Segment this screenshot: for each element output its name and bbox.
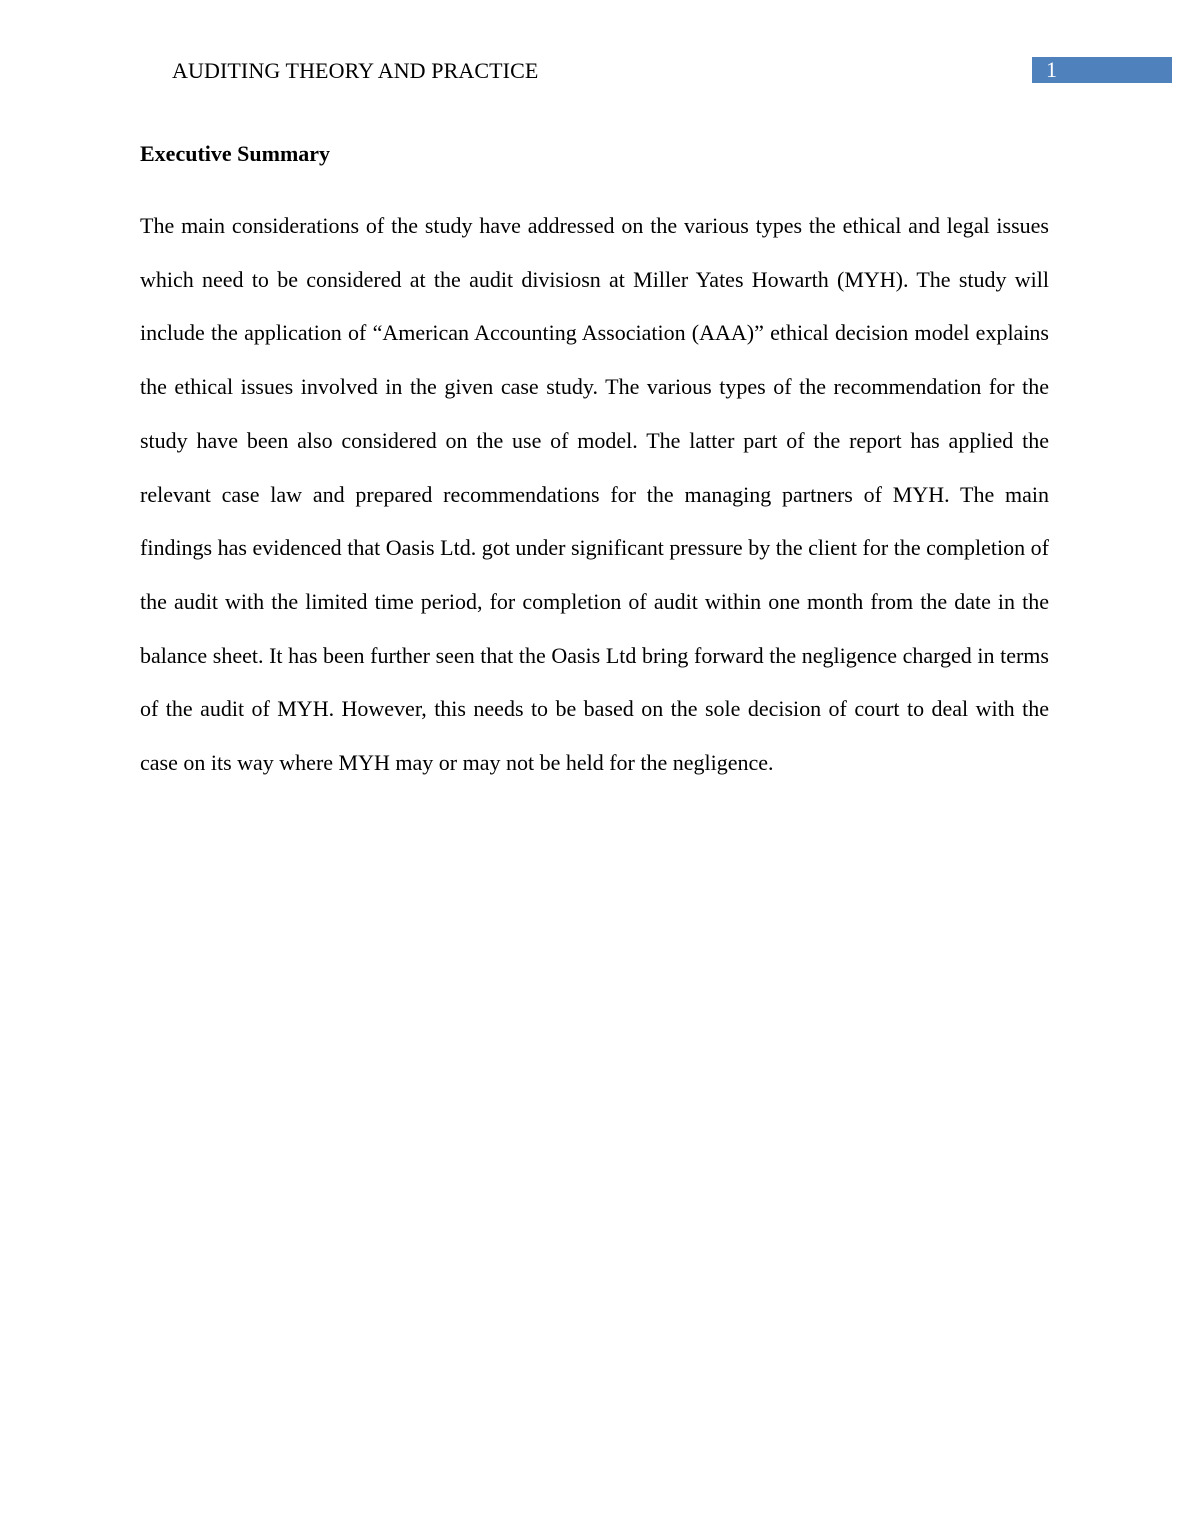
running-head: AUDITING THEORY AND PRACTICE [172, 58, 539, 83]
body-paragraph: The main considerations of the study have addressed on the various types the ethical and legal issues which need to be considered at the audit divisiosn at Miller Yates Howarth (MYH). The study will include the application of “American Accounting Association (AAA)” ethical decision model explains the ethical issues involved in the given case study. The various types of the recommendation for the study have been also considered on the use of model. The latter part of the report has applied the relevant case law and prepared recommendations for the managing partners of MYH. The main findings has evidenced that Oasis Ltd. got under significant pressure by the client for the completion of the audit with the limited time period, for completion of audit within one month from the date in the balance sheet. It has been further seen that the Oasis Ltd bring forward the negligence charged in terms of the audit of MYH. However, this needs to be based on the sole decision of court to deal with the case on its way where MYH may or may not be held for the negligence. [140, 213, 1049, 776]
page-number: 1 [1046, 57, 1057, 82]
page-number-badge [1032, 57, 1172, 83]
section-heading: Executive Summary [140, 141, 331, 166]
